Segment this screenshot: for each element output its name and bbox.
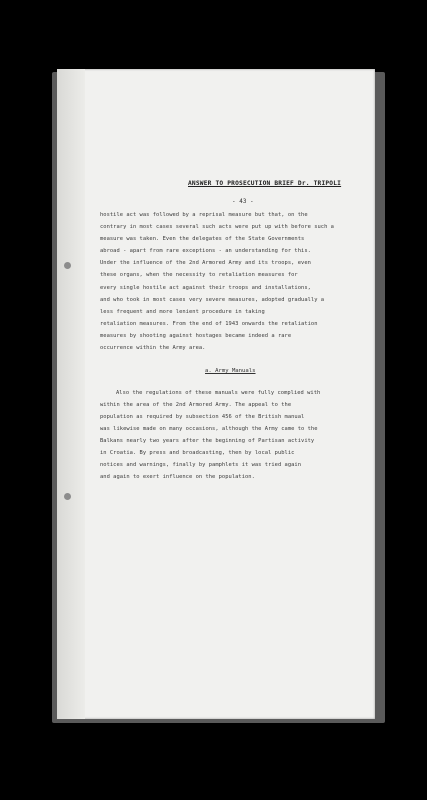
text-line: Also the regulations of these manuals were fully complied with [116,390,321,396]
text-line: hostile act was followed by a reprisal measure but that, on the [100,212,308,218]
page-binding-strip [57,69,85,719]
text-line: occurrence within the Army area. [100,345,206,351]
text-line: and who took in most cases very severe measures, adopted gradually a [100,297,325,303]
text-line: retaliation measures. From the end of 1943 onwards the retaliation [100,321,318,327]
punch-hole [64,262,71,269]
text-line: abroad - apart from rare exceptions - an understanding for this. [100,248,311,254]
text-line: every single hostile act against their troops and installations, [100,285,311,291]
document-header: ANSWER TO PROSECUTION BRIEF Dr. TRIPOLI [188,180,342,187]
section-heading: a. Army Manuals [205,368,256,374]
text-line: was likewise made on many occasions, although the Army came to the [100,426,318,432]
text-line: measure was taken. Even the delegates of the State Governments [100,236,305,242]
text-line: and again to exert influence on the population. [100,474,255,480]
text-line: within the area of the 2nd Armored Army. The appeal to the [100,402,292,408]
text-line: less frequent and more lenient procedure in taking [100,309,265,315]
text-line: measures by shooting against hostages became indeed a rare [100,333,292,339]
text-line: contrary in most cases several such acts were put up with before such a [100,224,334,230]
text-line: these organs, when the necessity to retaliation measures for [100,272,298,278]
text-line: in Croatia. By press and broadcasting, then by local public [100,450,295,456]
text-line: Balkans nearly two years after the beginning of Partisan activity [100,438,315,444]
page-number: - 43 - [232,198,254,205]
text-line: Under the influence of the 2nd Armored Army and its troops, even [100,260,311,266]
punch-hole [64,493,71,500]
text-line: population as required by subsection 456 of the British manual [100,414,305,420]
text-line: notices and warnings, finally by pamphlets it was tried again [100,462,302,468]
